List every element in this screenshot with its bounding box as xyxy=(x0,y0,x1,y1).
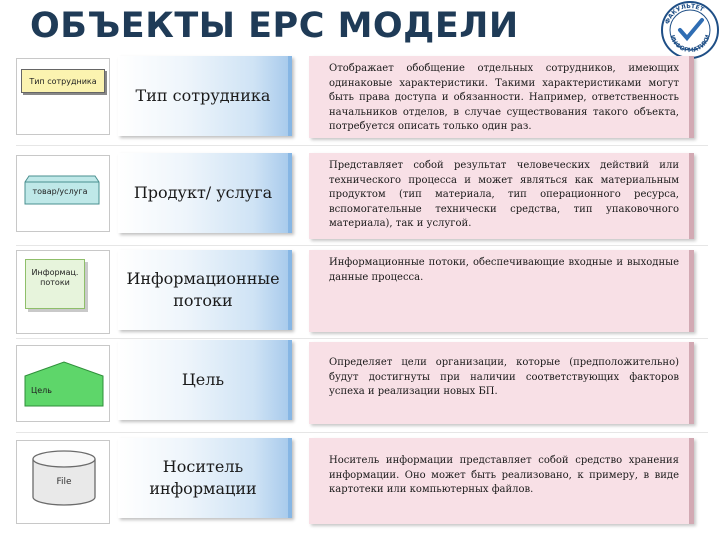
row-divider xyxy=(16,338,708,339)
storage-medium-icon-panel xyxy=(16,440,110,524)
product-service-icon-panel xyxy=(16,155,110,232)
object-label-info-flows: Информационные потоки xyxy=(118,250,292,330)
file-shape-label: File xyxy=(56,477,72,487)
faculty-informatics-logo-icon xyxy=(660,0,720,60)
goal-icon-panel xyxy=(16,345,110,422)
svg-text:ИНФОРМАТИКИ: ИНФОРМАТИКИ xyxy=(668,33,712,55)
info-flow-shape xyxy=(25,259,85,309)
goal-shape xyxy=(23,360,103,408)
object-label-employee-type: Тип сотрудника xyxy=(118,56,292,136)
object-description-employee-type: Отображает обобщение отдельных сотрудников, имеющих одинаковые характеристики. Такими характеристиками могут быть права доступа и обязанности. Например, ответственность начальников отделов, в случае существования такого объекта, потребуется описать только один раз. xyxy=(309,56,694,138)
goal-shape-label: Цель xyxy=(31,386,52,395)
employee-type-icon-panel xyxy=(16,58,110,135)
object-description-goal: Определяет цели организации, которые (предположительно) будут достигнуты при наличии соответствующих факторов успеха и реализации новых БП. xyxy=(309,342,694,424)
info-flow-shape-label: Информац. потоки xyxy=(31,268,79,288)
object-description-product-service: Представляет собой результат человеческих действий или технического процесса и может являться как материальным продуктом (тип материала, тип операционного ресурса, вспомогательные технически средства, тип упаковочного материала), так и услугой. xyxy=(309,153,694,239)
file-cylinder-icon xyxy=(29,449,99,507)
row-divider xyxy=(16,245,708,246)
object-description-info-flows: Информационные потоки, обеспечивающие входные и выходные данные процесса. xyxy=(309,250,694,332)
svg-text:ФАКУЛЬТЕТ: ФАКУЛЬТЕТ xyxy=(663,2,705,26)
row-divider xyxy=(16,432,708,433)
object-label-product-service: Продукт/ услуга xyxy=(118,153,292,233)
object-label-storage-medium: Носитель информации xyxy=(118,438,292,518)
object-label-goal: Цель xyxy=(118,340,292,420)
object-description-storage-medium: Носитель информации представляет собой средство хранения информации. Оно может быть реализовано, к примеру, в виде картотеки или компьютерных файлов. xyxy=(309,438,694,524)
product-service-shape xyxy=(19,174,101,204)
page-title: ОБЪЕКТЫ ЕРС МОДЕЛИ xyxy=(30,6,519,46)
product-service-shape-label: товар/услуга xyxy=(32,187,88,196)
info-flow-icon-panel xyxy=(16,250,110,334)
employee-type-shape: Тип сотрудника xyxy=(21,69,105,93)
row-divider xyxy=(16,145,708,146)
